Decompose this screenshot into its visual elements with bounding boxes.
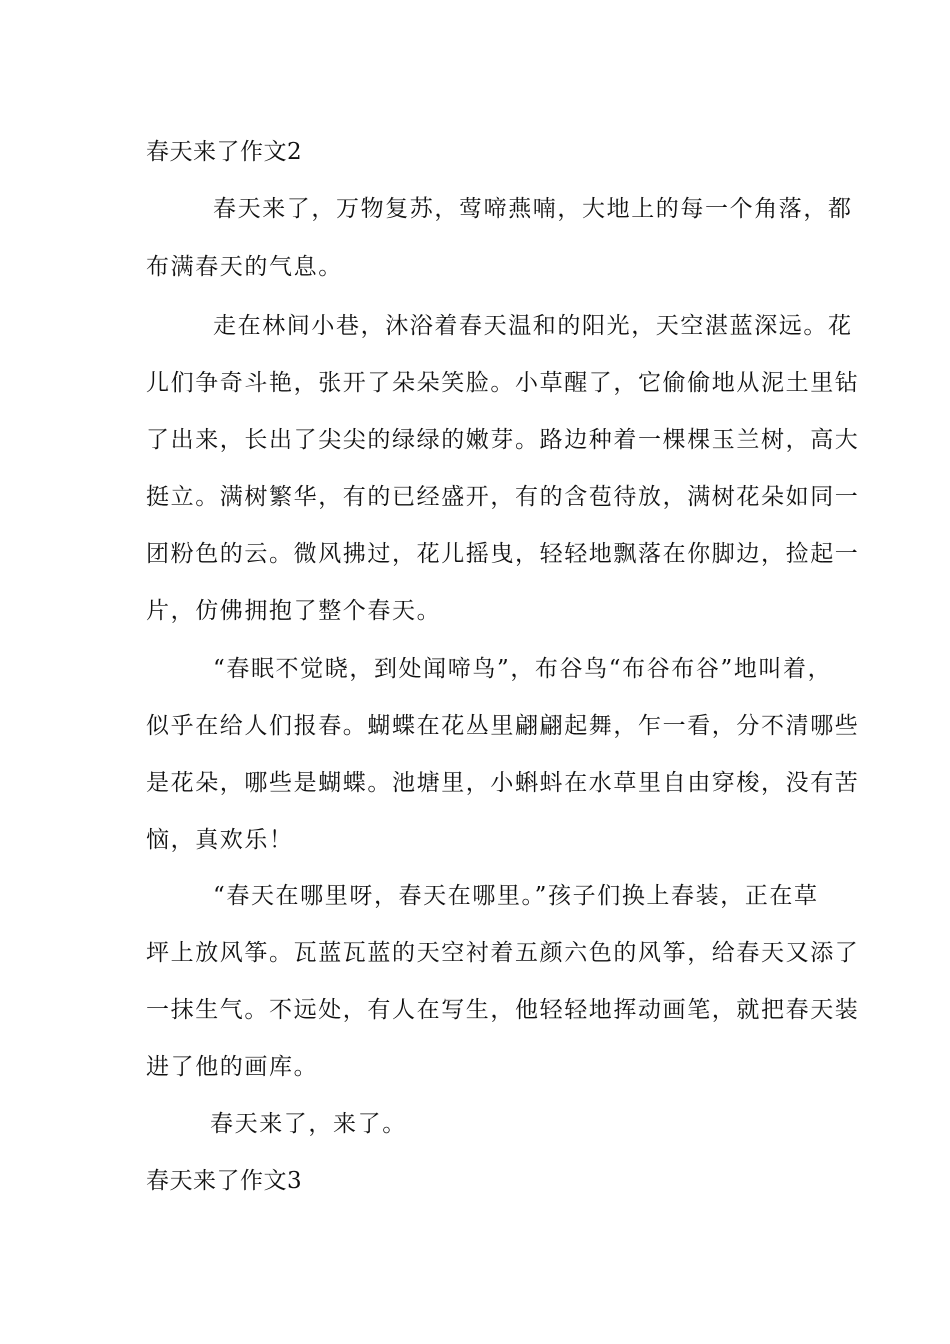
paragraph-2-line-3: 了出来，长出了尖尖的绿绿的嫩芽。路边种着一棵棵玉兰树，高大 — [146, 427, 860, 453]
paragraph-2-line-4: 挺立。满树繁华，有的已经盛开，有的含苞待放，满树花朵如同一 — [146, 484, 860, 510]
essay-heading-2: 春天来了作文2 — [146, 139, 303, 165]
paragraph-2-line-1: 走在林间小巷，沐浴着春天温和的阳光，天空湛蓝深远。花 — [213, 313, 853, 339]
paragraph-2-line-5: 团粉色的云。微风拂过，花儿摇曳，轻轻地飘落在你脚边，捡起一 — [146, 541, 860, 567]
paragraph-1-line-1: 春天来了，万物复苏，莺啼燕喃，大地上的每一个角落，都 — [213, 196, 853, 222]
paragraph-4-line-4: 进了他的画库。 — [146, 1054, 319, 1080]
paragraph-3-line-4: 恼，真欢乐！ — [146, 827, 294, 853]
paragraph-1-line-2: 布满春天的气息。 — [146, 254, 343, 280]
paragraph-3-line-2: 似乎在给人们报春。蝴蝶在花丛里翩翩起舞，乍一看，分不清哪些 — [146, 713, 860, 739]
paragraph-4-line-2: 坪上放风筝。瓦蓝瓦蓝的天空衬着五颜六色的风筝，给春天又添了 — [146, 940, 860, 966]
paragraph-3-line-3: 是花朵，哪些是蝴蝶。池塘里，小蝌蚪在水草里自由穿梭，没有苦 — [146, 770, 860, 796]
paragraph-2-line-2: 儿们争奇斗艳，张开了朵朵笑脸。小草醒了，它偷偷地从泥土里钻 — [146, 370, 860, 396]
paragraph-5-line-1: 春天来了，来了。 — [210, 1111, 407, 1137]
paragraph-2-line-6: 片，仿佛拥抱了整个春天。 — [146, 598, 442, 624]
paragraph-4-line-1: “春天在哪里呀，春天在哪里。”孩子们换上春装，正在草 — [213, 883, 819, 909]
paragraph-4-line-3: 一抹生气。不远处，有人在写生，他轻轻地挥动画笔，就把春天装 — [146, 997, 860, 1023]
paragraph-3-line-1: “春眠不觉晓，到处闻啼鸟”，布谷鸟“布谷布谷”地叫着， — [213, 656, 833, 682]
essay-heading-3: 春天来了作文3 — [146, 1168, 303, 1194]
